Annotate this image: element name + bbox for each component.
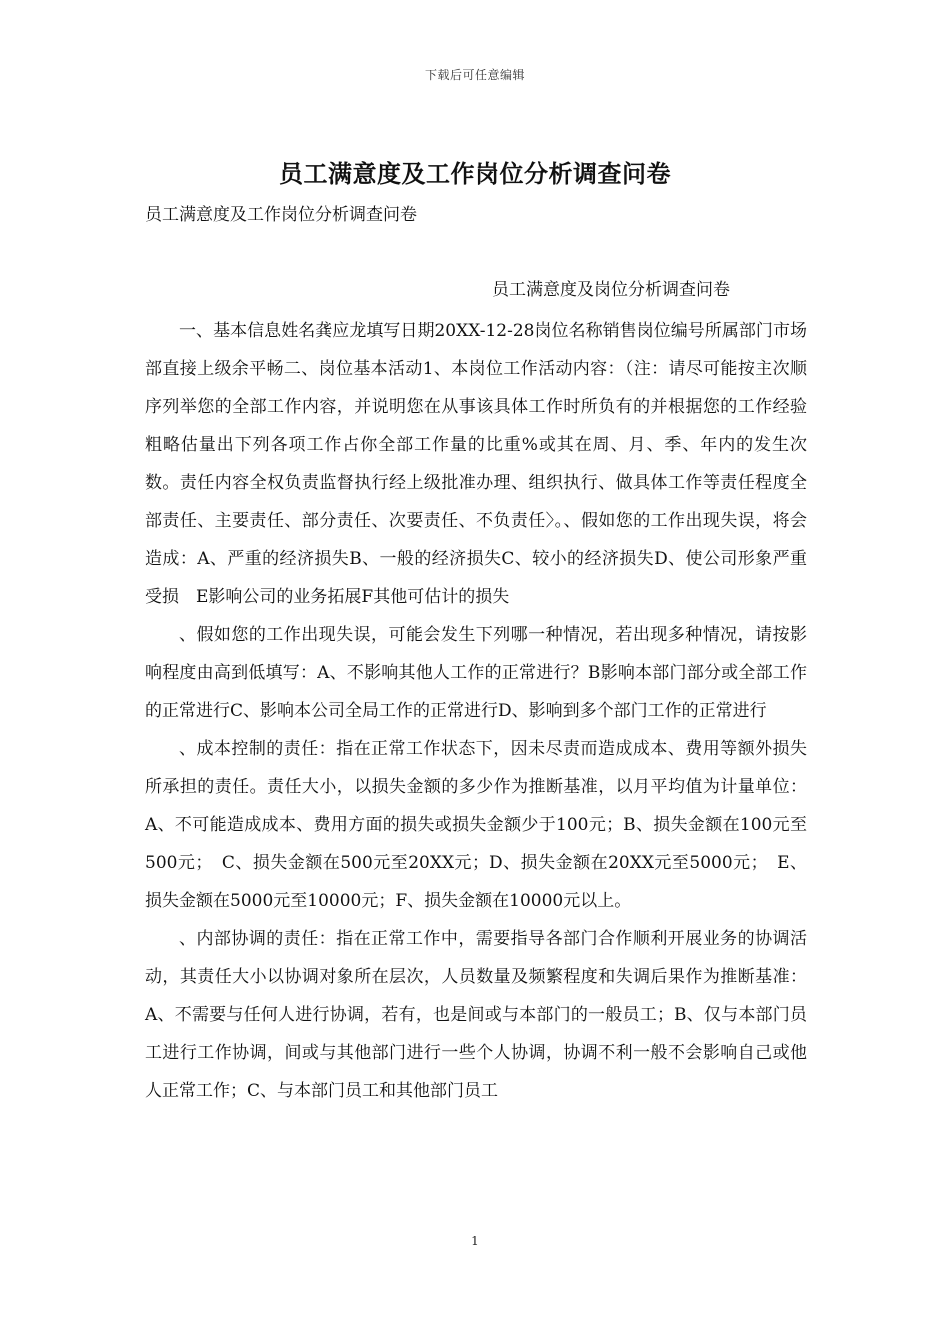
body-paragraph: 、成本控制的责任：指在正常工作状态下，因未尽责而造成成本、费用等额外损失所承担的责任。责任大小，以损失金额的多少作为推断基准，以月平均值为计量单位：A、不可能造成成本、费用方面的损失或损失金额少于100元；B、损失金额在100元至500元； C、损失金额在500元至20XX元；D、损失金额在20XX元至5000元； E、损失金额在5000元至10000元；F、损失金额在10000元以上。	[145, 739, 807, 911]
section-heading: 员工满意度及岗位分析调查问卷	[492, 280, 730, 300]
body-paragraph: 、假如您的工作出现失误，可能会发生下列哪一种情况，若出现多种情况，请按影响程度由高到低填写：A、不影响其他人工作的正常进行？B影响本部门部分或全部工作的正常进行C、影响本公司全局工作的正常进行D、影响到多个部门工作的正常进行	[145, 625, 807, 721]
document-body	[145, 312, 807, 1110]
document-subtitle: 员工满意度及工作岗位分析调查问卷	[145, 205, 417, 225]
body-paragraph: 、内部协调的责任：指在正常工作中，需要指导各部门合作顺利开展业务的协调活动，其责任大小以协调对象所在层次，人员数量及频繁程度和失调后果作为推断基准：A、不需要与任何人进行协调，若有，也是间或与本部门的一般员工；B、仅与本部门员工进行工作协调，间或与其他部门进行一些个人协调，协调不利一般不会影响自己或他人正常工作；C、与本部门员工和其他部门员工	[145, 929, 807, 1101]
page-number: 1	[471, 1234, 479, 1248]
document-title: 员工满意度及工作岗位分析调查问卷	[279, 159, 671, 188]
header-note: 下载后可任意编辑	[424, 68, 525, 82]
body-paragraph: 一、基本信息姓名龚应龙填写日期20XX-12-28岗位名称销售岗位编号所属部门市场部直接上级余平畅二、岗位基本活动1、本岗位工作活动内容：（注：请尽可能按主次顺序列举您的全部工作内容，并说明您在从事该具体工作时所负有的并根据您的工作经验粗略估量出下列各项工作占你全部工作量的比重%或其在周、月、季、年内的发生次数。责任内容全权负责监督执行经上级批准办理、组织执行、做具体工作等责任程度全部责任、主要责任、部分责任、次要责任、不负责任〉。、假如您的工作出现失误，将会造成：A、严重的经济损失B、一般的经济损失C、较小的经济损失D、使公司形象严重受损 E影响公司的业务拓展F其他可估计的损失	[145, 321, 807, 607]
